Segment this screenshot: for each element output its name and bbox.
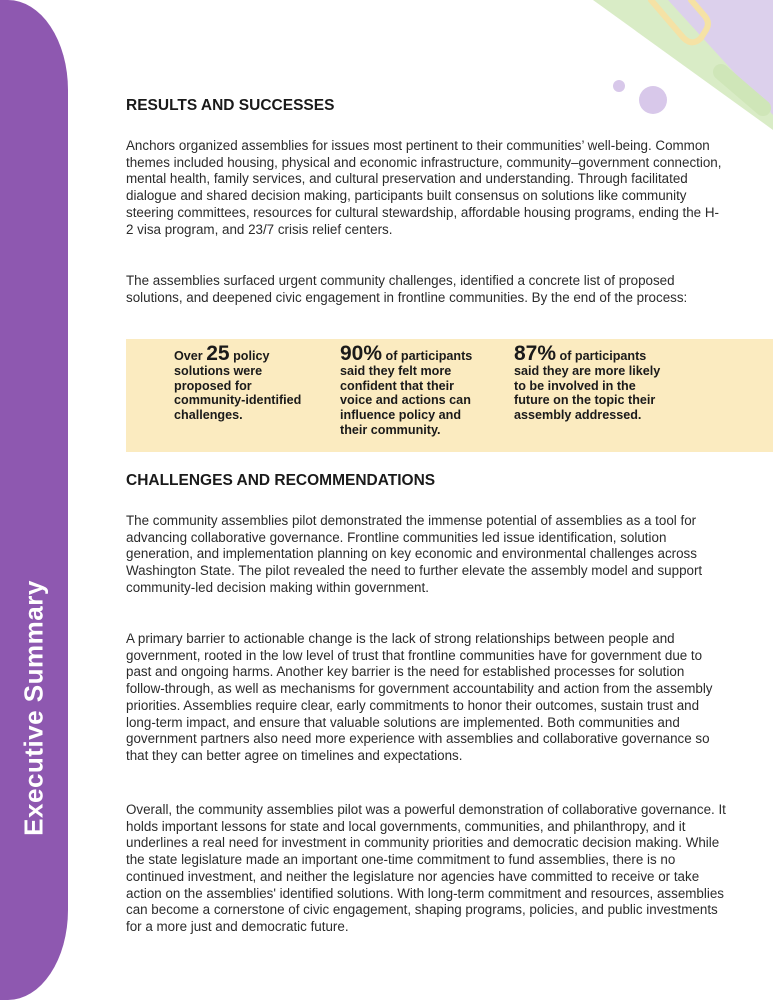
stat-text: of participants said they felt more confident that their voice and actions can influence policy and their community. xyxy=(340,349,473,437)
stat-value: 90% xyxy=(340,342,383,365)
stat-value: 25 xyxy=(206,342,230,365)
stat-text: of participants said they are more likely to be involved in the future on the topic their assembly addressed. xyxy=(514,349,661,423)
sidebar-title: Executive Summary xyxy=(18,580,49,836)
decor-dot-large xyxy=(639,86,667,114)
challenges-paragraph-1: The community assemblies pilot demonstrated the immense potential of assemblies as a tool for advancing collaborative governance. Frontline communities led issue identification, solution generation, and implementation planning on key economic and environmental challenges across Washington State. The pilot revealed the need to further elevate the assembly model and support community-led decision making within government. xyxy=(126,513,703,595)
stat-confident-participants xyxy=(340,342,488,438)
challenges-paragraph-2: A primary barrier to actionable change is the lack of strong relationships between people and government, rooted in the low level of trust that frontline communities have for government due to past and ongoing harms. Another key barrier is the need for established processes for solution follow-through, as well as mechanisms for government accountability and action from the assembly priorities. Assemblies require clear, early commitments to honor their outcomes, sustain trust and long-term impact, and ensure that valuable solutions are implemented. Both communities and government partners also need more experience with assemblies and collaborative governance so that they can better agree on timelines and expectations. xyxy=(126,631,713,763)
stat-value: 87% xyxy=(514,342,557,365)
challenges-heading: CHALLENGES AND RECOMMENDATIONS xyxy=(126,472,436,489)
results-paragraph-2: The assemblies surfaced urgent community challenges, identified a concrete list of proposed solutions, and deepened civic engagement in frontline communities. By the end of the process: xyxy=(126,273,688,305)
corner-decoration xyxy=(573,0,773,150)
stat-prefix: Over xyxy=(174,349,207,363)
stat-text: policy solutions were proposed for community-identified challenges. xyxy=(174,349,302,423)
stats-callout xyxy=(126,339,773,452)
challenges-paragraph-3: Overall, the community assemblies pilot was a powerful demonstration of collaborative governance. It holds important lessons for state and local governments, communities, and philanthropy, and it underlines a real need for investment in community priorities and democratic decision making. While the state legislature made an important one-time commitment to fund assemblies, there is no continued investment, and neither the legislature nor agencies have committed to receive or take action on the assemblies' identified solutions. With long-term commitment and resources, assemblies can become a cornerstone of civic engagement, shaping programs, policies, and public investments for a more just and democratic future. xyxy=(126,802,726,934)
stat-involved-participants xyxy=(514,342,662,423)
sidebar-band xyxy=(0,0,68,1000)
stat-policy-solutions xyxy=(174,342,322,423)
results-heading: RESULTS AND SUCCESSES xyxy=(126,97,335,114)
decor-dot-small xyxy=(613,80,625,92)
results-paragraph-1: Anchors organized assemblies for issues most pertinent to their communities’ well-being. Common themes included housing, physical and economic infrastructure, community–government connection, mental health, family services, and cultural preservation and understanding. Through facilitated dialogue and shared decision making, participants built consensus on solutions like community steering committees, resources for cultural stewardship, affordable housing programs, ending the H-2 visa program, and 23/7 crisis relief centers. xyxy=(126,138,722,237)
